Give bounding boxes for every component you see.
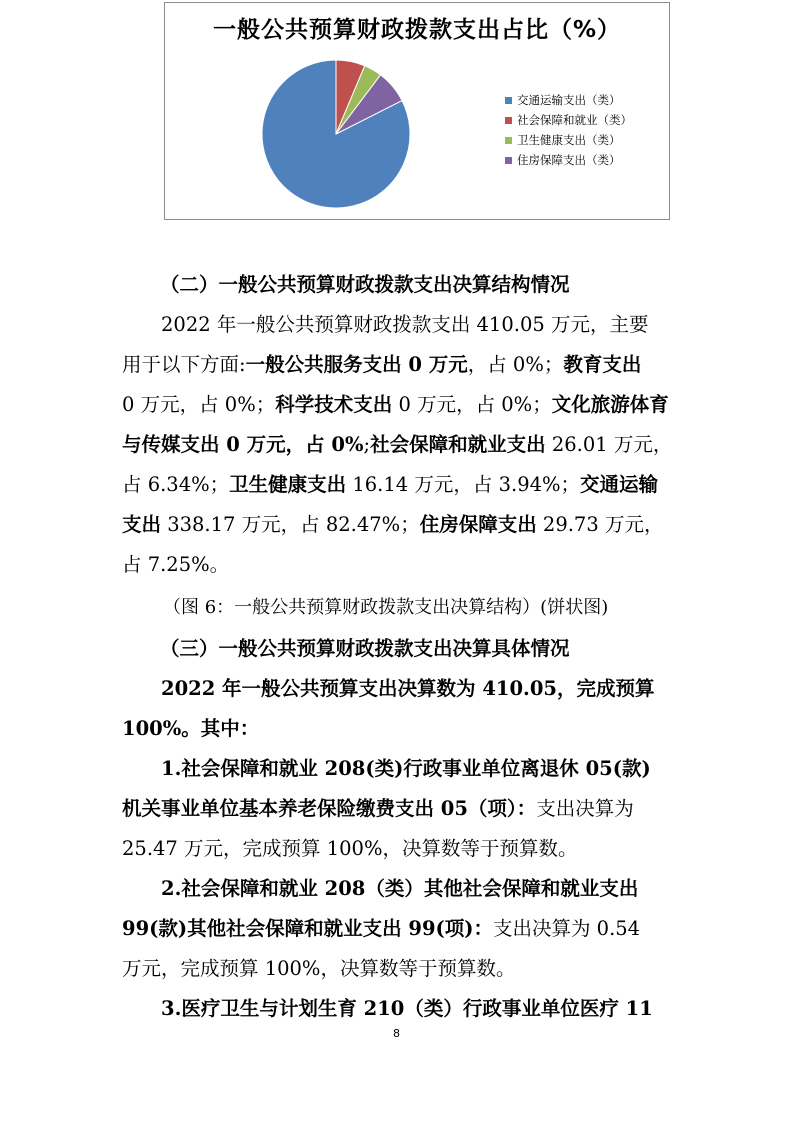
paragraph-line: 3.医疗卫生与计划生育 210（类）行政事业单位医疗 11 (161, 997, 653, 1020)
paragraph-line (122, 793, 634, 821)
legend-label: 住房保障支出（类） (517, 153, 621, 167)
text-run: 支出 (122, 513, 162, 536)
chart-legend (505, 90, 632, 170)
text-run: 支出决算为 (536, 797, 634, 820)
legend-swatch (505, 157, 512, 164)
paragraph-line: 万元，完成预算 100%，决算数等于预算数。 (122, 957, 516, 980)
text-run: 用于以下方面: (122, 353, 246, 376)
section-2-heading: （二）一般公共预算财政拨款支出决算结构情况 (160, 273, 570, 296)
legend-swatch (505, 137, 512, 144)
text-run: 住房保障支出 (419, 513, 537, 536)
paragraph-line (122, 429, 672, 457)
text-run: 社会保障和就业支出 (370, 433, 546, 456)
page-number: 8 (393, 1027, 400, 1040)
paragraph-line (122, 549, 229, 577)
figure-caption: （图 6：一般公共预算财政拨款支出决算结构）(饼状图) (163, 597, 609, 618)
paragraph-line (122, 389, 669, 417)
text-run: 2022 年一般公共预算财政拨款支出 410.05 万元，主要 (161, 313, 649, 336)
text-run: 交通运输 (580, 473, 659, 496)
text-run: 支出决算为 0.54 (492, 917, 641, 940)
section-3-heading: （三）一般公共预算财政拨款支出决算具体情况 (160, 637, 570, 660)
text-run: 0 万元，占 0%； (392, 393, 552, 416)
text-run: 卫生健康支出 (229, 473, 347, 496)
text-run: 一般公共服务支出 0 万元 (245, 353, 468, 376)
text-run: 机关事业单位基本养老保险缴费支出 05（项）： (122, 797, 537, 820)
legend-label: 社会保障和就业（类） (517, 113, 632, 127)
text-run: 338.17 万元，占 82.47%； (161, 513, 420, 536)
legend-swatch (505, 97, 512, 104)
paragraph-line (161, 309, 648, 337)
text-run: 占 7.25%。 (122, 553, 230, 576)
text-run: 99(款)其他社会保障和就业支出 99(项)： (122, 917, 493, 940)
text-run: 科学技术支出 (275, 393, 393, 416)
legend-label: 交通运输支出（类） (517, 93, 621, 107)
legend-label: 卫生健康支出（类） (517, 133, 621, 147)
paragraph-line: 2022 年一般公共预算支出决算数为 410.05，完成预算 (161, 677, 655, 700)
paragraph-line: 100%。其中： (122, 717, 260, 740)
paragraph-line: 1.社会保障和就业 208(类)行政事业单位离退休 05(款) (161, 757, 651, 780)
legend-item-social-security (505, 110, 632, 130)
paragraph-line (122, 509, 663, 537)
paragraph-line: 25.47 万元，完成预算 100%，决算数等于预算数。 (122, 837, 578, 860)
paragraph-line: 2.社会保障和就业 208（类）其他社会保障和就业支出 (161, 877, 639, 900)
text-run: 0 万元，占 0%； (122, 393, 276, 416)
text-run: 29.73 万元， (536, 513, 664, 536)
text-run: 16.14 万元，占 3.94%； (346, 473, 581, 496)
legend-item-health (505, 130, 632, 150)
text-run: 文化旅游体育 (551, 393, 669, 416)
text-run: 与传媒支出 0 万元，占 0% (122, 433, 364, 456)
text-run: 教育支出 (563, 353, 642, 376)
pie-chart (164, 2, 670, 220)
text-run: 占 6.34%； (122, 473, 230, 496)
text-run: ，占 0%； (467, 353, 564, 376)
legend-swatch (505, 117, 512, 124)
paragraph-line (122, 469, 658, 497)
text-run: 26.01 万元， (545, 433, 673, 456)
paragraph-line (122, 349, 641, 377)
paragraph-line (122, 913, 640, 941)
chart-title: 一般公共预算财政拨款支出占比（%） (212, 17, 622, 43)
legend-item-transport (505, 90, 632, 110)
text-run: ; (363, 433, 371, 456)
legend-item-housing (505, 150, 632, 170)
